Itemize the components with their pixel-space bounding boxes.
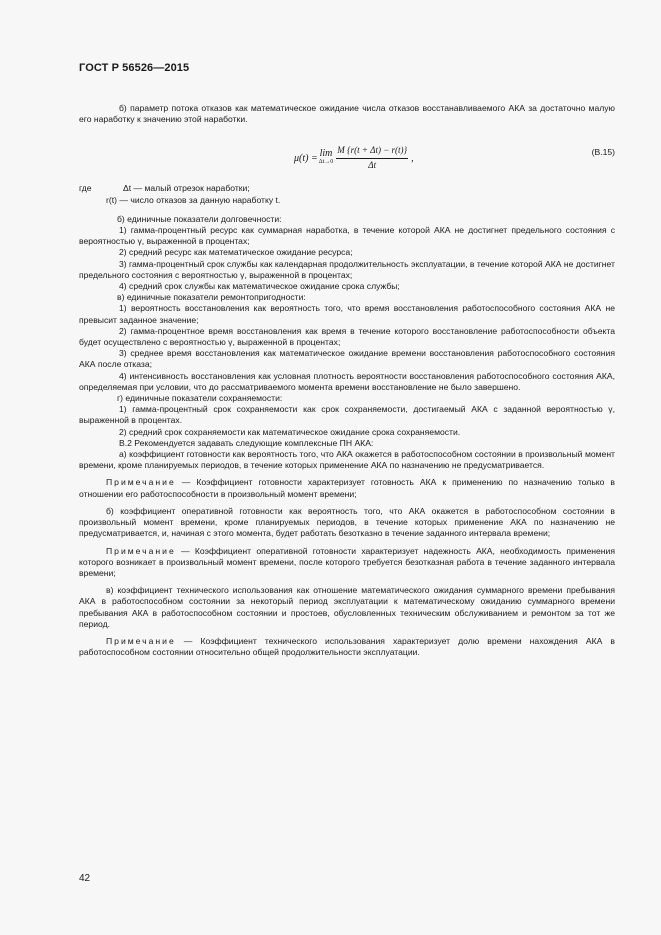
note-label: Примечание [106,545,176,556]
note-text: — Коэффициент готовности характеризует готовность АКА к применению по назначению только в отношении его работоспособности в произвольный момент времени; [79,477,615,499]
formula-b15 [79,139,615,175]
formula-expression [294,145,414,170]
note-text: — Коэффициент оперативной готовности характеризует надежность АКА, необходимость применения которого возникает в произвольный момент времени, после которого требуется безотказная работа в течение заданного интервала времени; [79,545,615,578]
formula-lhs: μ(t) = [294,152,318,164]
paragraph-v-technical: в) коэффициент технического использования как отношение математического ожидания суммарного времени пребывания АКА в работоспособном состоянии за некоторый период эксплуатации к математическому ожиданию суммарного времени пребывания АКА в работоспособном состоянии и простоев, обусловленных техническим обслуживанием и ремонтом за тот же период. [79,585,615,629]
paragraph-b-operational: б) коэффициент оперативной готовности как вероятность того, что АКА окажется в работоспособном состоянии в произвольный момент времени, кроме планируемых периодов, в течение которых применение АКА по назначению не предусматривается, и, начиная с этого момента, будет работать безотказно в течение заданного интервала времени; [79,505,615,539]
note-text: — Коэффициент технического использования характеризует долю времени нахождения АКА в работоспособном состоянии относительно общей продолжительности эксплуатации. [79,635,615,658]
paragraph: 1) гамма-процентный срок сохраняемости как срок сохраняемости, достигаемый АКА с заданной вероятностью γ, выраженной в процентах. [79,404,615,426]
paragraph: В.2 Рекомендуется задавать следующие комплексные ПН АКА: [119,437,374,448]
paragraph: 2) гамма-процентное время восстановления как время в течение которого восстановление работоспособности объекта будет осуществлено с вероятностью γ, выраженной в процентах; [79,325,615,348]
paragraph: 3) среднее время восстановления как математическое ожидание времени восстановления работоспособного состояния АКА после отказа; [79,348,615,370]
formula-lim [319,148,334,168]
where-block [79,183,615,194]
formula-lim-text: lim [319,147,333,159]
page-number: 42 [79,873,91,884]
note-label: Примечание [106,477,176,488]
note-3 [79,636,615,658]
paragraph: 1) гамма-процентный ресурс как суммарная наработка, в течение которой АКА не достигнет предельного состояния с вероятностью γ, выраженной в процентах; [79,225,615,247]
paragraph: 2) средний срок сохраняемости как математическое ожидание срока сохраняемости. [119,426,461,437]
formula-number: (В.15) [591,147,615,158]
note-1 [79,477,615,499]
where-def-1: Δt — малый отрезок наработки; [123,183,250,194]
paragraph: 4) интенсивность восстановления как условная плотность вероятности восстановления работоспособного состояния АКА, определяемая при условии, что до рассматриваемого момента времени восстановление не было завершено. [79,370,615,392]
document-body [79,103,615,658]
document-header: ГОСТ Р 56526—2015 [79,62,190,74]
formula-comma: , [411,152,414,164]
paragraph: 2) средний ресурс как математическое ожидание ресурса; [119,247,353,258]
paragraph-b6: б) параметр потока отказов как математическое ожидание числа отказов восстанавливаемого АКА за достаточно малую его наработку к значению этой наработки. [79,103,615,125]
paragraph: в) единичные показатели ремонтопригодности: [117,292,306,303]
paragraph: б) единичные показатели долговечности: [117,213,282,224]
paragraph: 1) вероятность восстановления как вероятность того, что время восстановления работоспособного состояния АКА не превысит заданное значение; [79,303,615,325]
formula-lim-sub: Δt→0 [318,159,334,166]
where-label: где [79,183,92,194]
paragraph: г) единичные показатели сохраняемости: [117,393,283,404]
paragraph: 4) средний срок службы как математическое ожидание срока службы; [119,281,400,292]
paragraph: а) коэффициент готовности как вероятность того, что АКА окажется в работоспособном состоянии в произвольный момент времени, кроме планируемых периодов, в течение которых применение АКА по назначению не предусматривается. [79,449,615,471]
formula-denominator: Δt [368,159,377,170]
formula-numerator: M {r(t + Δt) − r(t)} [336,145,408,158]
formula-fraction [336,145,408,170]
paragraph: 3) гамма-процентный срок службы как календарная продолжительность эксплуатации, в течение которой АКА не достигнет предельного состояния с вероятностью γ, выраженной в процентах; [79,258,615,280]
where-def-2: r(t) — число отказов за данную наработку t. [106,194,281,205]
note-label: Примечание [106,635,176,646]
note-2 [79,546,615,580]
